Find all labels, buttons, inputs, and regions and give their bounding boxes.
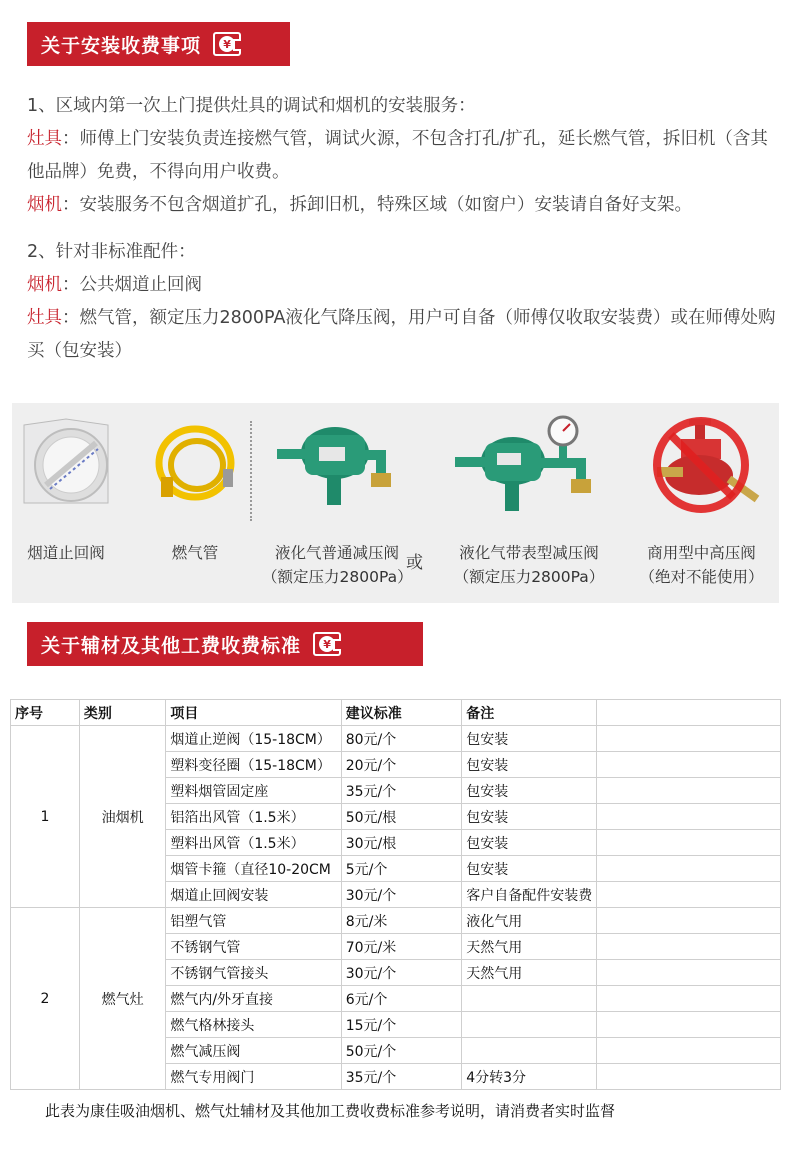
product-label: 燃气管 [171,544,219,562]
header-price: 建议标准 [341,700,462,726]
product-label: 液化气普通减压阀 （额定压力2800Pa） [262,544,413,586]
cell-blank [597,830,781,856]
cell-price: 50元/根 [341,804,462,830]
note-line: 2、针对非标准配件： [27,242,196,262]
cell-item: 烟道止回阀安装 [166,882,341,908]
section-banner-material-fees [27,622,423,666]
cell-price: 30元/个 [341,882,462,908]
cell-seq: 1 [11,726,80,908]
text-hood: ：公共烟道止回阀 [62,275,202,295]
cell-category: 油烟机 [79,726,165,908]
table-row [11,908,781,934]
cell-price: 20元/个 [341,752,462,778]
cell-blank [597,726,781,752]
footnote: 此表为康佳吸油烟机、燃气灶辅材及其他加工费收费标准参考说明，请消费者实时监督 [45,1102,616,1120]
cell-note [462,1038,597,1064]
cell-note: 天然气用 [462,960,597,986]
fee-table [10,699,781,1090]
cell-blank [597,908,781,934]
install-notes [27,90,777,368]
header-note: 备注 [462,700,597,726]
cell-price: 50元/个 [341,1038,462,1064]
section-banner-install-fees [27,22,290,66]
prohibited-valve-icon [637,415,767,515]
cell-blank [597,1064,781,1090]
note-stove [27,123,777,189]
cell-price: 35元/个 [341,1064,462,1090]
cell-category: 燃气灶 [79,908,165,1090]
cell-blank [597,986,781,1012]
check-valve-icon [16,415,116,510]
cell-price: 35元/个 [341,778,462,804]
cell-note: 4分转3分 [462,1064,597,1090]
header-blank [597,700,781,726]
cell-note: 包安装 [462,804,597,830]
product-gas-hose [140,403,250,603]
cell-note [462,1012,597,1038]
cell-item: 铝塑气管 [166,908,341,934]
cell-price: 30元/个 [341,960,462,986]
cell-seq: 2 [11,908,80,1090]
text-stove: ：燃气管，额定压力2800PA液化气降压阀，用户可自备（师傅仅收取安装费）或在师傅处购买（包安装） [27,308,776,361]
note-hood [27,189,777,222]
cell-price: 6元/个 [341,986,462,1012]
note-line: 1、区域内第一次上门提供灶具的调试和烟机的安装服务： [27,96,476,116]
cell-item: 铝箔出风管（1.5米） [166,804,341,830]
cell-item: 燃气专用阀门 [166,1064,341,1090]
cell-blank [597,934,781,960]
text-stove: ：师傅上门安装负责连接燃气管，调试火源，不包含打孔/扩孔，延长燃气管，拆旧机（含其他品牌）免费，不得向用户收费。 [27,129,768,182]
cell-item: 塑料出风管（1.5米） [166,830,341,856]
cell-item: 不锈钢气管 [166,934,341,960]
note-hood-2 [27,269,777,302]
product-label: 液化气带表型减压阀 （额定压力2800Pa） [453,544,605,586]
regulator-icon [267,415,407,510]
cell-blank [597,882,781,908]
cell-note: 包安装 [462,726,597,752]
cell-item: 烟道止逆阀（15-18CM） [166,726,341,752]
cell-blank [597,804,781,830]
product-commercial-valve [634,403,769,603]
header-seq: 序号 [11,700,80,726]
cell-price: 30元/根 [341,830,462,856]
cell-note: 包安装 [462,830,597,856]
label-stove: 灶具 [27,308,62,328]
text-hood: ：安装服务不包含烟道扩孔，拆卸旧机，特殊区域（如窗户）安装请自备好支架。 [62,195,692,215]
note-stove-2 [27,302,777,368]
cell-note: 包安装 [462,856,597,882]
cell-blank [597,778,781,804]
cell-item: 塑料变径圈（15-18CM） [166,752,341,778]
cell-blank [597,752,781,778]
label-hood: 烟机 [27,275,62,295]
or-label: 或 [406,553,423,573]
divider [250,421,252,521]
cell-note: 包安装 [462,778,597,804]
cell-item: 烟管卡箍（直径10-20CM [166,856,341,882]
product-label: 商用型中高压阀 （绝对不能使用） [639,544,764,586]
label-hood: 烟机 [27,195,62,215]
table-row [11,726,781,752]
cell-note: 天然气用 [462,934,597,960]
product-strip [12,403,779,603]
cell-blank [597,1012,781,1038]
cell-note: 液化气用 [462,908,597,934]
gas-hose-icon [145,415,245,510]
section-title: 关于安装收费事项 [41,34,202,57]
product-label: 烟道止回阀 [27,544,105,562]
cell-price: 80元/个 [341,726,462,752]
cell-item: 塑料烟管固定座 [166,778,341,804]
header-item: 项目 [166,700,341,726]
cell-note: 客户自备配件安装费 [462,882,597,908]
product-check-valve [12,403,120,603]
cell-item: 燃气格林接头 [166,1012,341,1038]
cell-note [462,986,597,1012]
cell-item: 燃气内/外牙直接 [166,986,341,1012]
label-stove: 灶具 [27,129,62,149]
cell-blank [597,1038,781,1064]
money-icon: ¥ [213,32,241,56]
cell-price: 8元/米 [341,908,462,934]
product-lpg-regulator [262,403,412,603]
cell-item: 燃气减压阀 [166,1038,341,1064]
cell-price: 70元/米 [341,934,462,960]
product-lpg-regulator-gauge [444,403,614,603]
cell-blank [597,960,781,986]
table-header-row [11,700,781,726]
money-icon: ¥ [313,632,341,656]
cell-item: 不锈钢气管接头 [166,960,341,986]
regulator-gauge-icon [449,415,609,515]
header-category: 类别 [79,700,165,726]
cell-note: 包安装 [462,752,597,778]
cell-blank [597,856,781,882]
cell-price: 15元/个 [341,1012,462,1038]
section-title: 关于辅材及其他工费收费标准 [41,634,302,657]
cell-price: 5元/个 [341,856,462,882]
